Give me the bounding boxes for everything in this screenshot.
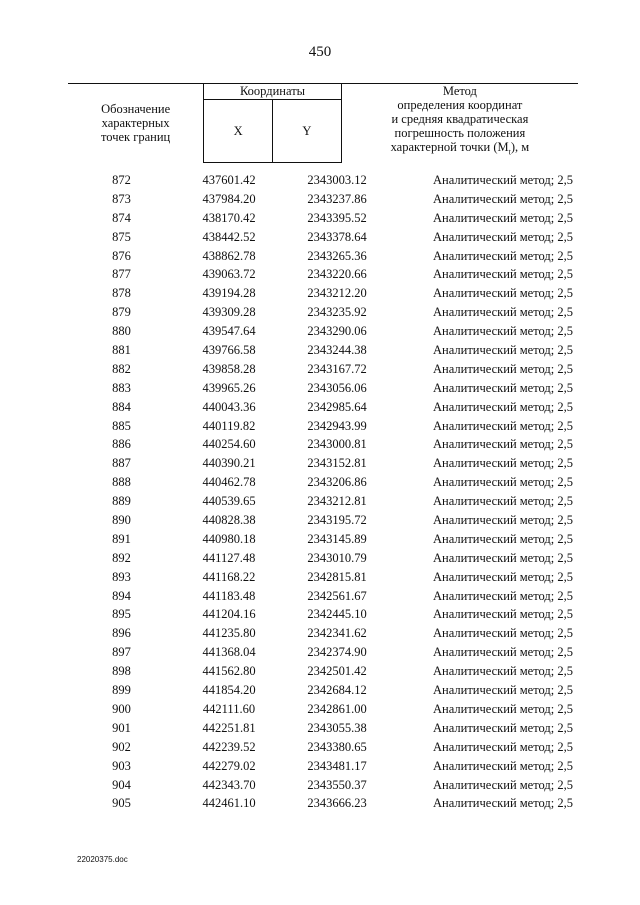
table-row [68,265,578,284]
coord-y: 2343055.38 [307,720,367,735]
coord-y: 2343666.23 [307,796,367,811]
table-row [68,247,578,266]
table-row [68,794,578,813]
method-cell: Аналитический метод; 2,5 [433,701,573,716]
point-number: 874 [112,210,131,225]
method-cell: Аналитический метод; 2,5 [433,588,573,603]
coord-x: 441854.20 [202,683,256,698]
table-row [68,662,578,681]
header-method-line: Метод [442,84,477,98]
method-cell: Аналитический метод; 2,5 [433,550,573,565]
table-row [68,322,578,341]
point-number: 898 [112,664,131,679]
table-row [68,435,578,454]
table-row [68,643,578,662]
coord-x: 442461.10 [202,796,256,811]
coord-y: 2343212.20 [307,286,367,301]
coord-y: 2343206.86 [307,475,367,490]
coord-x: 439309.28 [202,305,256,320]
point-number: 901 [112,720,131,735]
header-x: X [204,99,273,162]
table-row [68,492,578,511]
table-row [68,587,578,606]
table-row [68,549,578,568]
table-row [68,568,578,587]
point-number: 888 [112,475,131,490]
coord-y: 2343000.81 [307,437,367,452]
coord-x: 440980.18 [202,531,256,546]
method-cell: Аналитический метод; 2,5 [433,399,573,414]
table-row [68,530,578,549]
header-method-line: характерной точки (M [390,140,509,154]
method-cell: Аналитический метод; 2,5 [433,324,573,339]
header-method [341,84,578,163]
coord-x: 442251.81 [202,720,256,735]
coord-y: 2342374.90 [307,645,367,660]
coord-y: 2343003.12 [307,173,367,187]
coord-x: 439766.58 [202,343,256,358]
coord-x: 442239.52 [202,739,256,754]
point-number: 882 [112,361,131,376]
table-row [68,454,578,473]
coord-x: 437601.42 [202,173,256,187]
method-cell: Аналитический метод; 2,5 [433,456,573,471]
coord-x: 442343.70 [202,777,256,792]
coord-y: 2343244.38 [307,343,367,358]
point-number: 886 [112,437,131,452]
point-number: 883 [112,380,131,395]
method-cell: Аналитический метод; 2,5 [433,626,573,641]
table-row [68,284,578,303]
coord-x: 440828.38 [202,513,256,528]
point-number: 889 [112,494,131,509]
coord-x: 439063.72 [202,267,256,282]
table-row [68,341,578,360]
coord-y: 2343220.66 [307,267,367,282]
coord-x: 441235.80 [202,626,256,641]
coord-y: 2343212.81 [307,494,367,509]
header-method-line: погрешность положения [394,126,526,140]
point-number: 897 [112,645,131,660]
method-cell: Аналитический метод; 2,5 [433,418,573,433]
header-y: Y [273,99,342,162]
method-cell: Аналитический метод; 2,5 [433,286,573,301]
coord-x: 440390.21 [202,456,256,471]
coord-y: 2343481.17 [307,758,367,773]
coord-y: 2342985.64 [307,399,367,414]
method-cell: Аналитический метод; 2,5 [433,361,573,376]
coord-y: 2343235.92 [307,305,367,320]
table-row [68,417,578,436]
coord-x: 441168.22 [202,569,256,584]
table-row [68,757,578,776]
coord-y: 2343152.81 [307,456,367,471]
coord-y: 2342861.00 [307,701,367,716]
coord-y: 2342341.62 [307,626,367,641]
header-point-line: Обозначение [101,102,171,117]
coord-y: 2343145.89 [307,531,367,546]
table-row [68,719,578,738]
point-number: 895 [112,607,131,622]
coord-y: 2342501.42 [307,664,367,679]
point-number: 900 [112,701,131,716]
table-row [68,379,578,398]
method-cell: Аналитический метод; 2,5 [433,607,573,622]
point-number: 876 [112,248,131,263]
method-cell: Аналитический метод; 2,5 [433,475,573,490]
coord-y: 2342943.99 [307,418,367,433]
method-cell: Аналитический метод; 2,5 [433,343,573,358]
footer-filename: 22020375.doc [77,855,128,864]
point-number: 872 [112,173,131,187]
method-cell: Аналитический метод; 2,5 [433,267,573,282]
table-row [68,700,578,719]
header-method-line: ), м [510,140,530,154]
method-cell: Аналитический метод; 2,5 [433,758,573,773]
coord-y: 2342684.12 [307,683,367,698]
point-number: 903 [112,758,131,773]
coord-x: 442111.60 [202,701,256,716]
table-body [68,171,578,813]
coord-x: 440043.36 [202,399,256,414]
point-number: 890 [112,513,131,528]
header-coordinates: Координаты [204,84,342,100]
table-row [68,228,578,247]
coord-y: 2343378.64 [307,229,367,244]
coord-x: 440254.60 [202,437,256,452]
table-row [68,360,578,379]
point-number: 885 [112,418,131,433]
method-cell: Аналитический метод; 2,5 [433,683,573,698]
method-cell: Аналитический метод; 2,5 [433,494,573,509]
method-cell: Аналитический метод; 2,5 [433,569,573,584]
table-row [68,681,578,700]
point-number: 887 [112,456,131,471]
coord-x: 442279.02 [202,758,256,773]
coord-x: 441204.16 [202,607,256,622]
coord-x: 439547.64 [202,324,256,339]
point-number: 880 [112,324,131,339]
point-number: 894 [112,588,131,603]
coord-y: 2343265.36 [307,248,367,263]
point-number: 884 [112,399,131,414]
method-cell: Аналитический метод; 2,5 [433,305,573,320]
coord-x: 440462.78 [202,475,256,490]
header-method-subscript: t [508,147,511,157]
table-row [68,398,578,417]
method-cell: Аналитический метод; 2,5 [433,796,573,811]
table-header [68,83,578,163]
point-number: 902 [112,739,131,754]
coord-x: 440539.65 [202,494,256,509]
point-number: 891 [112,531,131,546]
method-cell: Аналитический метод; 2,5 [433,720,573,735]
table-row [68,605,578,624]
table-row [68,473,578,492]
point-number: 877 [112,267,131,282]
coord-x: 438862.78 [202,248,256,263]
coord-y: 2343195.72 [307,513,367,528]
coord-x: 437984.20 [202,191,256,206]
method-cell: Аналитический метод; 2,5 [433,664,573,679]
coord-y: 2343380.65 [307,739,367,754]
point-number: 878 [112,286,131,301]
coord-y: 2343010.79 [307,550,367,565]
coord-y: 2343395.52 [307,210,367,225]
header-point-line: характерных [101,116,170,131]
coord-y: 2343290.06 [307,324,367,339]
method-cell: Аналитический метод; 2,5 [433,173,573,187]
coord-x: 438442.52 [202,229,256,244]
point-number: 896 [112,626,131,641]
table-row [68,738,578,757]
method-cell: Аналитический метод; 2,5 [433,531,573,546]
coord-x: 441127.48 [202,550,256,565]
table-row [68,776,578,795]
table-row [68,511,578,530]
coord-x: 441562.80 [202,664,256,679]
method-cell: Аналитический метод; 2,5 [433,229,573,244]
coord-x: 441183.48 [202,588,256,603]
method-cell: Аналитический метод; 2,5 [433,380,573,395]
header-method-line: и средняя квадратическая [391,112,529,126]
coord-x: 439194.28 [202,286,256,301]
method-cell: Аналитический метод; 2,5 [433,645,573,660]
method-cell: Аналитический метод; 2,5 [433,248,573,263]
method-cell: Аналитический метод; 2,5 [433,210,573,225]
point-number: 905 [112,796,131,811]
point-number: 892 [112,550,131,565]
page-number: 450 [308,44,332,60]
coord-x: 441368.04 [202,645,256,660]
table-row [68,209,578,228]
point-number: 904 [112,777,131,792]
point-number: 899 [112,683,131,698]
point-number: 879 [112,305,131,320]
point-number: 875 [112,229,131,244]
coord-y: 2342445.10 [307,607,367,622]
header-method-line: определения координат [397,98,523,112]
table-row [68,624,578,643]
coord-y: 2343056.06 [307,380,367,395]
coord-y: 2343237.86 [307,191,367,206]
method-cell: Аналитический метод; 2,5 [433,777,573,792]
coord-y: 2343550.37 [307,777,367,792]
coord-y: 2343167.72 [307,361,367,376]
coord-y: 2342815.81 [307,569,367,584]
table-row [68,171,578,190]
table-row [68,190,578,209]
point-number: 893 [112,569,131,584]
coord-x: 439965.26 [202,380,256,395]
point-number: 873 [112,191,131,206]
header-point-designation [68,84,204,163]
method-cell: Аналитический метод; 2,5 [433,437,573,452]
table-row [68,303,578,322]
coord-x: 440119.82 [202,418,256,433]
coord-y: 2342561.67 [307,588,367,603]
method-cell: Аналитический метод; 2,5 [433,513,573,528]
point-number: 881 [112,343,131,358]
header-point-line: точек границ [100,130,171,145]
coord-x: 439858.28 [202,361,256,376]
method-cell: Аналитический метод; 2,5 [433,739,573,754]
coord-x: 438170.42 [202,210,256,225]
method-cell: Аналитический метод; 2,5 [433,191,573,206]
